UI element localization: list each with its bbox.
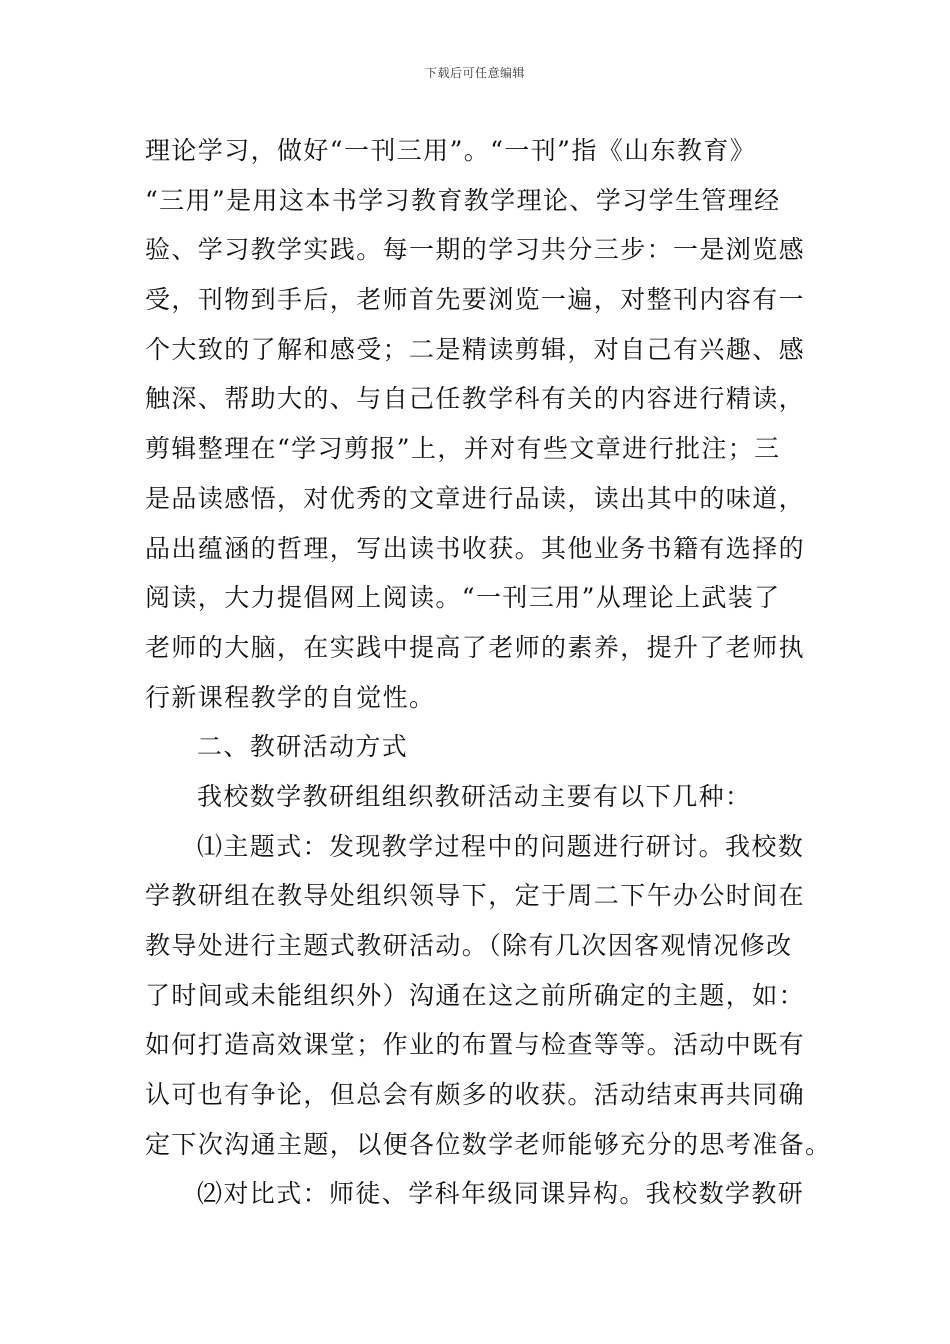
text-line: 是品读感悟，对优秀的文章进行品读，读出其中的味道，	[145, 483, 806, 513]
text-line: 老师的大脑，在实践中提高了老师的素养，提升了老师执	[145, 632, 806, 662]
text-line: 阅读，大力提倡网上阅读。“一刊三用”从理论上武装了	[145, 583, 781, 613]
paragraph-reading-study	[145, 126, 813, 722]
text-line: 验、学习教学实践。每一期的学习共分三步：一是浏览感	[145, 235, 806, 265]
section-heading-text: 二、教研活动方式	[197, 732, 409, 762]
text-line: ⑵对比式：师徒、学科年级同课异构。我校数学教研	[197, 1179, 805, 1209]
text-line: 如何打造高效课堂；作业的布置与检查等等。活动中既有	[145, 1030, 806, 1060]
text-line: 受，刊物到手后，老师首先要浏览一遍，对整刊内容有一	[145, 285, 806, 315]
text-line: 我校数学教研组组织教研活动主要有以下几种：	[197, 781, 752, 811]
text-line: 理论学习，做好“一刊三用”。“一刊”指《山东教育》	[145, 136, 757, 165]
paragraph-theme-style	[145, 822, 832, 1170]
page-header: 下载后可任意编辑	[424, 66, 525, 80]
text-line: “三用”是用这本书学习教育教学理论、学习学生管理经	[145, 185, 781, 215]
text-line: 个大致的了解和感受；二是精读剪辑，对自己有兴趣、感	[145, 334, 806, 364]
text-line: 品出蕴涵的哲理，写出读书收获。其他业务书籍有选择的	[145, 533, 806, 563]
text-line: 触深、帮助大的、与自己任教学科有关的内容进行精读，	[145, 384, 806, 414]
text-line: 认可也有争论，但总会有颇多的收获。活动结束再共同确	[145, 1080, 806, 1110]
text-line: 教导处进行主题式教研活动。（除有几次因客观情况修改	[145, 931, 793, 960]
text-line: 学教研组在教导处组织领导下，定于周二下午办公时间在	[145, 881, 806, 911]
paragraph-comparison-style	[145, 1169, 813, 1219]
text-line: 定下次沟通主题，以便各位数学老师能够充分的思考准备。	[145, 1129, 832, 1159]
text-line: 剪辑整理在“学习剪报”上，并对有些文章进行批注；三	[145, 434, 781, 464]
text-line: ⑴主题式：发现教学过程中的问题进行研讨。我校数	[197, 831, 805, 861]
body-text	[145, 126, 832, 1219]
text-line: 了时间或未能组织外）沟通在这之前所确定的主题，如：	[145, 980, 806, 1010]
section-heading	[145, 722, 813, 772]
text-line: 行新课程教学的自觉性。	[145, 682, 436, 712]
paragraph-intro	[145, 772, 813, 822]
